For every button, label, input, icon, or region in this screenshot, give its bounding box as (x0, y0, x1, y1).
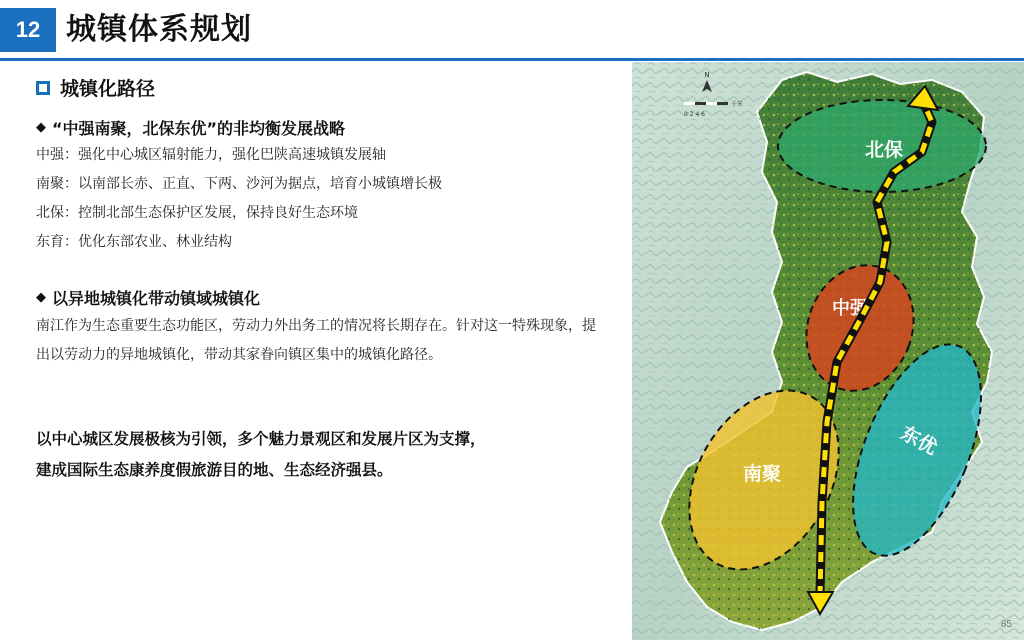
zone-beibao (778, 100, 986, 192)
map-canvas (632, 62, 1024, 640)
scale-unit: 千米 (731, 101, 744, 108)
remote-urbanization-heading (36, 286, 260, 309)
strategy-line-zhongqiang: 中强：强化中心城区辐射能力，强化巴陕高速城镇发展轴 (36, 147, 386, 163)
slide-page-number: 85 (1000, 619, 1012, 630)
page-number-badge: 12 (0, 8, 56, 52)
slide-header (0, 0, 1024, 62)
county-map (632, 62, 1024, 640)
zone-label-zhongqiang: 中强 (832, 298, 868, 319)
section-title: 城镇化路径 (60, 78, 156, 100)
conclusion-text (36, 424, 616, 486)
strategy-heading (36, 116, 345, 139)
strategy-list (36, 141, 442, 257)
remote-urbanization-paragraph: 南江作为生态重要生态功能区，劳动力外出务工的情况将长期存在。针对这一特殊现象，提出以劳动力的异地城镇化，带动其家眷向镇区集中的城镇化路径。 (36, 318, 596, 363)
diamond-bullet-icon: ◆ (36, 290, 46, 305)
conclusion-line-2: 建成国际生态康养度假旅游目的地、生态经济强县。 (36, 461, 393, 479)
zone-label-dongyou: 东优 (896, 422, 941, 460)
strategy-line-beibao: 北保：控制北部生态保护区发展，保持良好生态环境 (36, 205, 358, 221)
conclusion-line-1: 以中心城区发展极核为引领，多个魅力景观区和发展片区为支撑， (36, 430, 486, 448)
scale-ticks: 0 2 4 6 (684, 111, 705, 118)
strategy-heading-text: “中强南聚，北保东优”的非均衡发展战略 (52, 119, 346, 138)
zone-label-nanju: 南聚 (742, 463, 782, 485)
strategy-line-dongyu: 东育：优化东部农业、林业结构 (36, 234, 232, 250)
header-divider (0, 58, 1024, 61)
square-bullet-icon (36, 81, 50, 95)
diamond-bullet-icon: ◆ (36, 120, 46, 135)
strategy-line-nanju: 南聚：以南部长赤、正直、下两、沙河为据点，培育小城镇增长极 (36, 176, 442, 192)
page-title: 城镇体系规划 (66, 12, 252, 47)
section-heading (36, 74, 155, 101)
zone-label-beibao: 北保 (864, 139, 904, 161)
remote-urbanization-heading-text: 以异地城镇化带动镇域城镇化 (52, 289, 261, 308)
north-label: N (704, 71, 710, 79)
